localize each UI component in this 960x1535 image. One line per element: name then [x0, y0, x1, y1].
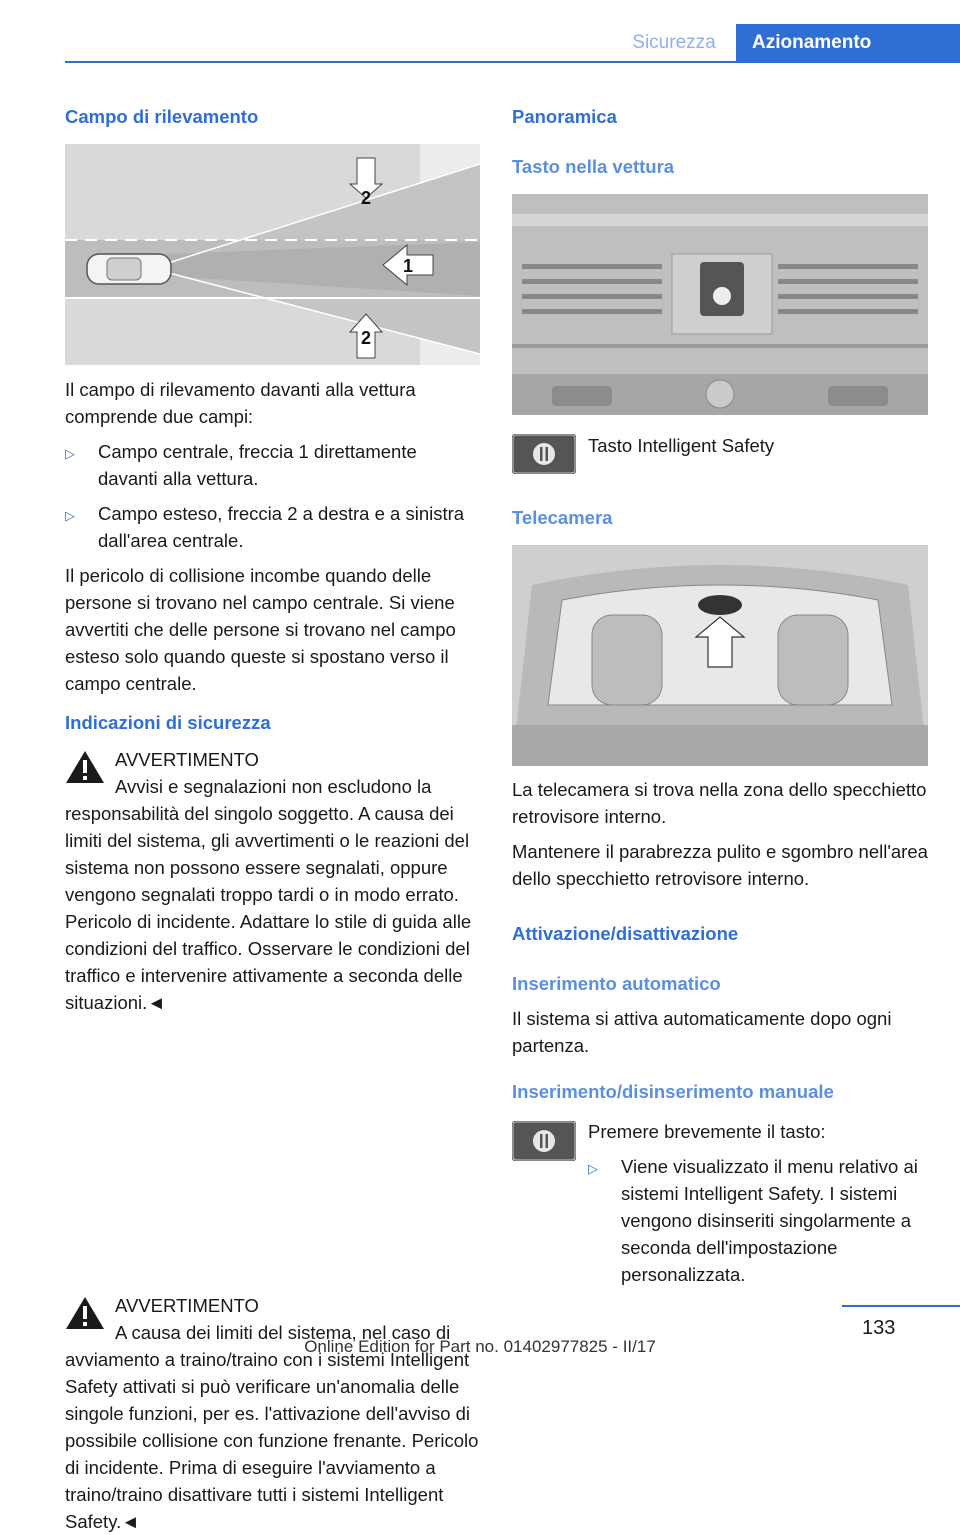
warning-body: A causa dei limiti del sistema, nel caso di avviamento a traino/traino con i sistemi Intelligent Safety attivati si può verificare un'anomalia delle singole funzioni, per es. l'attivazione dell'avviso di possibile collisione con funzione frenante. Pericolo di incidente. Prima di eseguire l'avviamento a traino/traino disattivare tutti i sistemi Intelligent Safety.◄ — [65, 1322, 479, 1532]
heading-telecamera: Telecamera — [512, 507, 613, 528]
header-tab-sicurezza[interactable]: Sicurezza — [632, 31, 716, 53]
manuale-text-block — [588, 1118, 933, 1288]
heading-indicazioni-sicurezza: Indicazioni di sicurezza — [65, 712, 271, 733]
paragraph-premere: Premere brevemente il tasto: — [588, 1121, 826, 1142]
triangle-bullet-icon: ▷ — [588, 1161, 598, 1176]
paragraph-telecamera-2: Mantenere il parabrezza pulito e sgombro nell'area dello specchietto retrovisore interno. — [512, 841, 928, 889]
heading-inserimento-automatico: Inserimento automatico — [512, 973, 721, 994]
warning-title: AVVERTIMENTO — [115, 749, 259, 770]
bullet-text: Viene visualizzato il menu relativo ai sistemi Intelligent Safety. I sistemi vengono disinseriti singolarmente a seconda dell'impostazione personalizzata. — [621, 1156, 918, 1285]
page-number: 133 — [862, 1317, 896, 1339]
header-rule — [65, 61, 960, 63]
telecamera-text-block — [512, 776, 930, 892]
heading-panoramica: Panoramica — [512, 106, 617, 127]
heading-tasto-vettura: Tasto nella vettura — [512, 156, 675, 177]
figure-dashboard-button — [512, 194, 928, 415]
warning-body: Avvisi e segnalazioni non escludono la responsabilità del singolo soggetto. A causa dei limiti del sistema, gli avvertimenti o le reazioni del sistema non possono essere segnalati, oppure vengono segnalati troppo tardi o in modo errato. Pericolo di incidente. Adattare lo stile di guida alle condizioni del traffico. Osservare le condizioni del traffico e intervenire attivamente a seconda delle situazioni.◄ — [65, 776, 472, 1013]
tasto-intelligent-safety-label: Tasto Intelligent Safety — [588, 435, 775, 456]
warning-block-2 — [65, 1292, 480, 1535]
intelligent-safety-button-icon — [512, 434, 576, 474]
paragraph-automatico: Il sistema si attiva automaticamente dopo ogni partenza. — [512, 1008, 892, 1056]
warning-block-1 — [65, 746, 480, 1016]
heading-attivazione: Attivazione/disattivazione — [512, 923, 739, 944]
paragraph-pericolo: Il pericolo di collisione incombe quando delle persone si trovano nel campo centrale. Si viene avvertiti che delle persone si trovano nel campo esteso solo quando queste si spostano verso il campo centrale. — [65, 565, 456, 694]
figure-camera-location — [512, 545, 928, 766]
car-icon — [87, 254, 171, 284]
fig-label-2-bottom: 2 — [360, 328, 372, 348]
warning-triangle-icon — [65, 1296, 105, 1330]
footer-edition: Online Edition for Part no. 01402977825 - II/17 — [304, 1337, 656, 1356]
footer-rule — [842, 1305, 960, 1307]
campo-text-block — [65, 376, 480, 697]
triangle-bullet-icon: ▷ — [65, 508, 75, 523]
figure-detection-field — [65, 144, 480, 365]
heading-inserimento-manuale: Inserimento/disinserimento manuale — [512, 1081, 834, 1102]
heading-campo-rilevamento: Campo di rilevamento — [65, 106, 259, 127]
fig-label-2-top: 2 — [360, 188, 372, 208]
triangle-bullet-icon: ▷ — [65, 446, 75, 461]
paragraph-campo-intro: Il campo di rilevamento davanti alla vettura comprende due campi: — [65, 379, 416, 427]
bullet-text: Campo centrale, freccia 1 direttamente davanti alla vettura. — [98, 441, 417, 489]
warning-triangle-icon — [65, 750, 105, 784]
bullet-text: Campo esteso, freccia 2 a destra e a sinistra dall'area centrale. — [98, 503, 465, 551]
list-item — [65, 500, 480, 554]
list-item — [588, 1153, 933, 1288]
intelligent-safety-button-icon — [512, 1121, 576, 1161]
paragraph-telecamera-1: La telecamera si trova nella zona dello specchietto retrovisore interno. — [512, 779, 927, 827]
fig-label-1: 1 — [402, 256, 414, 276]
header-tab-azionamento[interactable]: Azionamento — [736, 24, 960, 61]
list-item — [65, 438, 480, 492]
warning-title: AVVERTIMENTO — [115, 1295, 259, 1316]
